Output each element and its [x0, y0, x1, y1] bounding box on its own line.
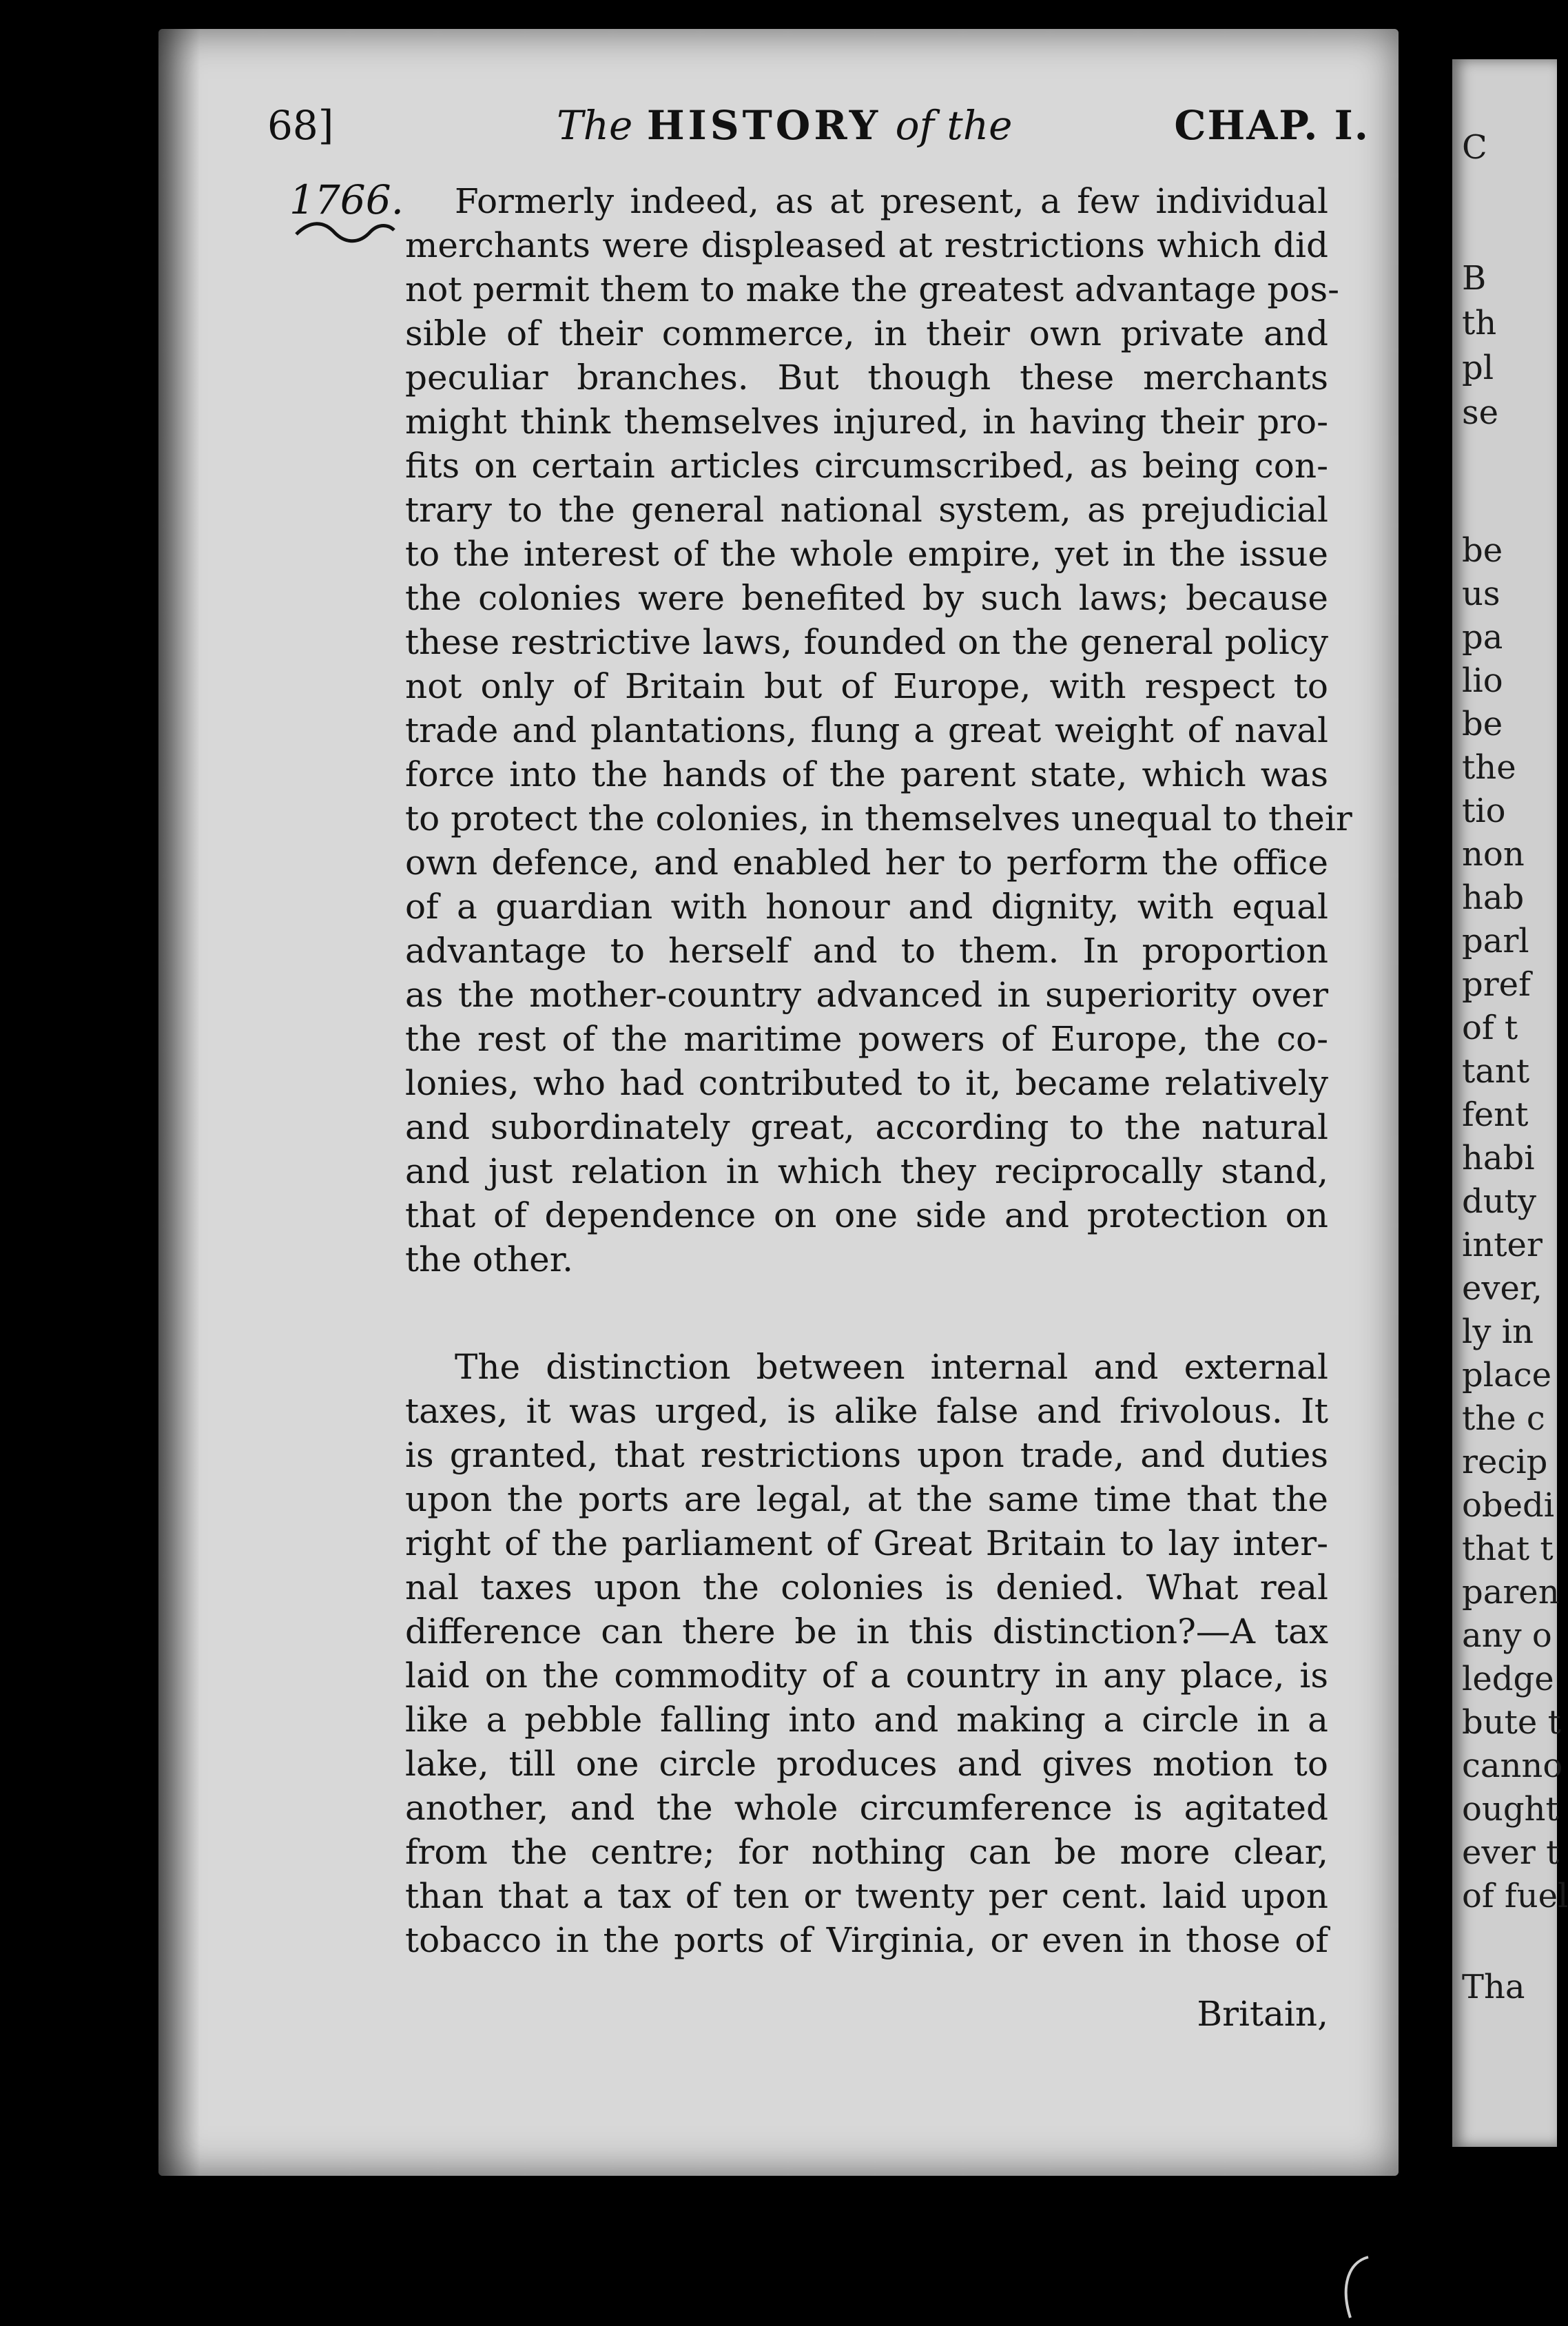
facing-line: ly in [1462, 1313, 1534, 1351]
facing-line: of t [1462, 1009, 1518, 1047]
facing-line: B [1462, 259, 1487, 298]
text-line: as the mother-country advanced in superiority over [405, 975, 1328, 1015]
facing-line: any o [1462, 1616, 1552, 1655]
facing-line: ledge [1462, 1660, 1554, 1698]
facing-line: tant [1462, 1052, 1530, 1091]
text-line: lake, till one circle produces and gives motion to [405, 1744, 1328, 1784]
running-title-main: HISTORY [646, 102, 882, 149]
text-line: sible of their commerce, in their own private and [405, 313, 1328, 353]
text-line: taxes, it was urged, is alike false and frivolous. It [405, 1391, 1328, 1431]
facing-line: Tha [1462, 1968, 1525, 2006]
text-line: Formerly indeed, as at present, a few individual [455, 181, 1328, 221]
facing-line: pl [1462, 349, 1494, 387]
facing-page-fragment [1452, 59, 1568, 2147]
text-line: to protect the colonies, in themselves unequal to their [405, 799, 1352, 838]
running-title [557, 102, 1012, 149]
facing-line: of fuel [1462, 1877, 1568, 1915]
text-line: right of the parliament of Great Britain to lay inter- [405, 1523, 1328, 1563]
text-line: laid on the commodity of a country in any place, is [405, 1656, 1328, 1696]
running-title-lead: The [557, 102, 633, 149]
facing-line: ever t [1462, 1833, 1560, 1872]
text-line: the colonies were benefited by such laws; because [405, 578, 1328, 618]
facing-line: lio [1462, 661, 1503, 700]
text-line: is granted, that restrictions upon trade, and duties [405, 1435, 1328, 1475]
text-line: than that a tax of ten or twenty per cent. laid upon [405, 1876, 1328, 1916]
text-line: of a guardian with honour and dignity, with equal [405, 887, 1328, 927]
text-line: own defence, and enabled her to perform the office [405, 843, 1328, 883]
text-line: and subordinately great, according to the natural [405, 1107, 1328, 1147]
text-line: the other. [405, 1239, 574, 1279]
text-line: like a pebble falling into and making a circle in a [405, 1700, 1328, 1740]
facing-line: the c [1462, 1399, 1545, 1438]
facing-line: us [1462, 575, 1500, 613]
text-line: might think themselves injured, in having their pro- [405, 402, 1328, 442]
text-line: these restrictive laws, founded on the general policy [405, 622, 1328, 662]
text-line: upon the ports are legal, at the same time that the [405, 1479, 1328, 1519]
facing-line: be [1462, 705, 1503, 743]
facing-line: hab [1462, 878, 1525, 917]
facing-line: obedi [1462, 1486, 1555, 1525]
facing-line: place [1462, 1356, 1551, 1394]
margin-year: 1766. [289, 176, 404, 223]
text-line: another, and the whole circumference is agitated [405, 1788, 1328, 1828]
gutter-shadow [158, 29, 200, 2176]
facing-line: ought [1462, 1790, 1559, 1829]
text-line: lonies, who had contributed to it, became relatively [405, 1063, 1328, 1103]
text-line: the rest of the maritime powers of Europe, the co- [405, 1019, 1328, 1059]
facing-line: fent [1462, 1095, 1529, 1134]
facing-line: parl [1462, 922, 1529, 960]
facing-line: th [1462, 304, 1497, 342]
facing-line: recip [1462, 1443, 1548, 1481]
facing-line: be [1462, 531, 1503, 570]
text-line: difference can there be in this distinction?—A tax [405, 1612, 1328, 1651]
facing-line: paren [1462, 1573, 1560, 1612]
text-line: nal taxes upon the colonies is denied. What real [405, 1567, 1328, 1607]
facing-line: non [1462, 835, 1525, 874]
facing-line: ever, [1462, 1269, 1543, 1308]
text-line: trade and plantations, flung a great weight of naval [405, 710, 1328, 750]
text-line: fits on certain articles circumscribed, as being con- [405, 446, 1328, 486]
text-line: advantage to herself and to them. In proportion [405, 931, 1328, 971]
catchword: Britain, [1197, 1994, 1328, 2034]
chapter-label: CHAP. I. [1174, 102, 1370, 149]
text-line: force into the hands of the parent state, which was [405, 754, 1328, 794]
facing-line: the [1462, 748, 1516, 787]
facing-line: pref [1462, 965, 1531, 1004]
facing-line: se [1462, 393, 1499, 432]
text-line: from the centre; for nothing can be more clear, [405, 1832, 1328, 1872]
facing-line: habi [1462, 1139, 1535, 1177]
running-header [267, 102, 1370, 164]
text-line: that of dependence on one side and protection on [405, 1195, 1328, 1235]
scan-artifact-mark [1334, 2253, 1375, 2322]
running-title-tail: of the [895, 102, 1013, 149]
text-line: not only of Britain but of Europe, with respect to [405, 666, 1328, 706]
text-line: merchants were displeased at restrictions which did [405, 225, 1328, 265]
facing-line: that t [1462, 1530, 1554, 1568]
text-line: to the interest of the whole empire, yet in the issue [405, 534, 1328, 574]
facing-line: inter [1462, 1226, 1543, 1264]
text-line: trary to the general national system, as prejudicial [405, 490, 1328, 530]
text-line: and just relation in which they reciprocally stand, [405, 1151, 1328, 1191]
swash-ornament [293, 219, 397, 244]
facing-line: C [1462, 128, 1487, 167]
text-line: not permit them to make the greatest advantage pos- [405, 269, 1340, 309]
facing-line: duty [1462, 1182, 1537, 1221]
text-line: tobacco in the ports of Virginia, or even in those of [405, 1920, 1328, 1960]
text-line: The distinction between internal and external [455, 1347, 1328, 1387]
facing-line: bute t [1462, 1703, 1561, 1742]
page-number: 68] [267, 102, 334, 149]
facing-line: tio [1462, 792, 1506, 830]
text-line: peculiar branches. But though these merchants [405, 358, 1328, 398]
facing-line: canno [1462, 1747, 1563, 1785]
facing-line: pa [1462, 618, 1503, 657]
